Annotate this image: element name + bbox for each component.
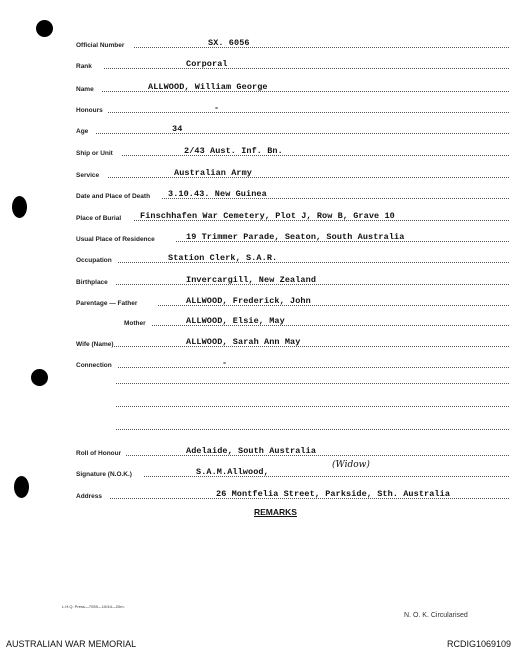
- field-label: Service: [76, 172, 100, 179]
- field-service: [76, 166, 509, 180]
- field-value: Adelaide, South Australia: [186, 446, 317, 456]
- dotted-line: [126, 455, 509, 456]
- field-label: Honours: [76, 107, 103, 114]
- field-label: Signature (N.O.K.): [76, 471, 132, 478]
- field-place-burial: [76, 209, 509, 223]
- field-value: ALLWOOD, Elsie, May: [186, 316, 285, 326]
- field-label: Birthplace: [76, 279, 108, 286]
- field-signature: [76, 465, 509, 479]
- field-value: ALLWOOD, Frederick, John: [186, 296, 311, 306]
- field-wife: [76, 335, 509, 349]
- field-label: Occupation: [76, 257, 112, 264]
- field-rank: [76, 57, 509, 71]
- field-occupation: [76, 251, 509, 265]
- nok-stamp: N. O. K. Circularised: [404, 612, 468, 619]
- field-label: Official Number: [76, 42, 125, 49]
- field-mother: [76, 314, 509, 328]
- field-honours: [76, 101, 509, 115]
- field-value: Corporal: [186, 59, 228, 69]
- field-value: -: [222, 358, 228, 368]
- field-value: Station Clerk, S.A.R.: [168, 253, 278, 263]
- footer-source: AUSTRALIAN WAR MEMORIAL: [6, 639, 137, 649]
- field-value: Invercargill, New Zealand: [186, 275, 317, 285]
- dotted-line: [108, 112, 509, 113]
- field-address: [76, 487, 509, 501]
- field-usual-residence: [76, 230, 509, 244]
- field-roll-of-honour: [76, 444, 509, 458]
- field-label: Mother: [124, 320, 146, 327]
- field-label: Wife (Name): [76, 341, 114, 348]
- field-value: 19 Trimmer Parade, Seaton, South Australia: [186, 232, 405, 242]
- remarks-heading: REMARKS: [254, 507, 297, 517]
- field-value: Finschhafen War Cemetery, Plot J, Row B, Grave 10: [140, 211, 395, 221]
- field-value: -: [214, 103, 220, 113]
- dotted-line: [134, 47, 509, 48]
- field-value: 3.10.43. New Guinea: [168, 189, 267, 199]
- field-label: Parentage — Father: [76, 300, 138, 307]
- field-birthplace: [76, 273, 509, 287]
- field-label: Name: [76, 86, 94, 93]
- dotted-line: [96, 133, 509, 134]
- field-label: Rank: [76, 63, 92, 70]
- field-value: 2/43 Aust. Inf. Bn.: [184, 146, 283, 156]
- field-father: [76, 294, 509, 308]
- punch-hole-middle: [12, 196, 27, 218]
- field-value: 26 Montfelia Street, Parkside, Sth. Australia: [216, 489, 451, 499]
- dotted-line: [118, 367, 509, 368]
- field-value: Australian Army: [174, 168, 253, 178]
- field-label: Roll of Honour: [76, 450, 122, 457]
- field-label: Date and Place of Death: [76, 193, 151, 200]
- blank-line: [116, 429, 509, 430]
- blank-line: [116, 406, 509, 407]
- field-label: Address: [76, 493, 103, 500]
- dotted-line: [122, 155, 509, 156]
- field-label: Connection: [76, 362, 112, 369]
- field-label: Age: [76, 128, 89, 135]
- field-value: SX. 6056: [208, 38, 250, 48]
- field-date-place-death: [76, 187, 509, 201]
- punch-hole-top: [36, 20, 53, 37]
- blank-line: [116, 383, 509, 384]
- printer-imprint: L.H.Q. Press—7059—10/44—20m.: [62, 604, 125, 609]
- handwritten-annotation: (Widow): [332, 460, 370, 470]
- footer-id: RCDIG1069109: [446, 639, 511, 649]
- field-value: ALLWOOD, William George: [148, 82, 268, 92]
- field-value: 34: [172, 124, 183, 134]
- dotted-line: [104, 68, 509, 69]
- field-connection: [76, 356, 509, 370]
- dotted-line: [108, 177, 509, 178]
- field-label: Ship or Unit: [76, 150, 113, 157]
- field-label: Usual Place of Residence: [76, 236, 155, 243]
- field-age: [76, 122, 509, 136]
- punch-hole-lower: [31, 369, 48, 386]
- field-label: Place of Burial: [76, 215, 122, 222]
- field-official-number: [76, 36, 509, 50]
- dotted-line: [114, 346, 509, 347]
- field-value: S.A.M.Allwood,: [196, 467, 269, 477]
- field-value: ALLWOOD, Sarah Ann May: [186, 337, 301, 347]
- punch-hole-bottom: [14, 476, 29, 498]
- field-name: [76, 80, 509, 94]
- field-ship-or-unit: [76, 144, 509, 158]
